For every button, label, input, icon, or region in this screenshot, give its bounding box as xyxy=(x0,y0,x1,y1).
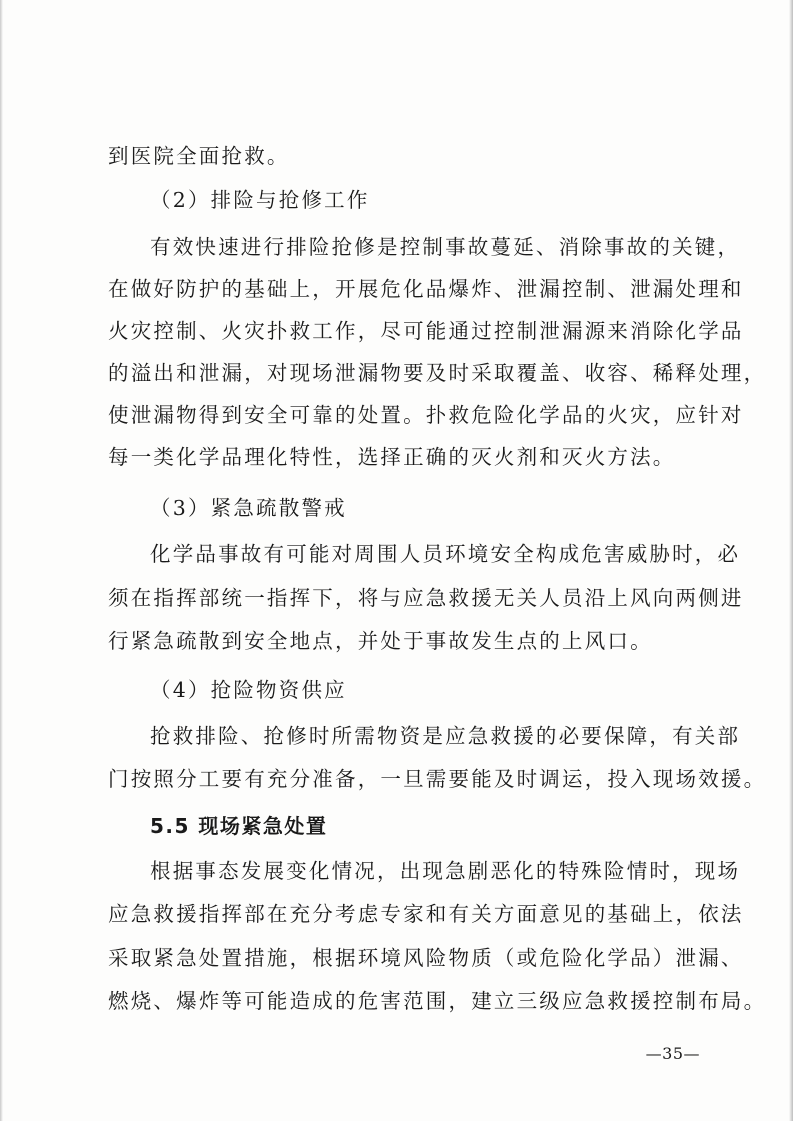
paragraph-line: 采取紧急处置措施，根据环境风险物质（或危险化学品）泄漏、 xyxy=(108,946,744,970)
paragraph-line: 到医院全面抢救。 xyxy=(108,144,290,168)
paragraph-line: 在做好防护的基础上，开展危化品爆炸、泄漏控制、泄漏处理和 xyxy=(108,277,744,301)
section-heading: （3）紧急疏散警戒 xyxy=(150,496,347,520)
section-heading-main: 5.5 现场紧急处置 xyxy=(150,814,328,838)
paragraph-line: 有效快速进行排险抢修是控制事故蔓延、消除事故的关键， xyxy=(150,235,741,259)
paragraph-line: 每一类化学品理化特性，选择正确的灭火剂和灭火方法。 xyxy=(108,445,676,469)
paragraph-line: 应急救援指挥部在充分考虑专家和有关方面意见的基础上，依法 xyxy=(108,902,744,926)
paragraph-line: 抢救排险、抢修时所需物资是应急救援的必要保障，有关部 xyxy=(150,724,741,748)
scan-edge-right xyxy=(789,0,793,1121)
paragraph-line: 根据事态发展变化情况，出现急剧恶化的特殊险情时，现场 xyxy=(150,859,741,883)
paragraph-line: 须在指挥部统一指挥下，将与应急救援无关人员沿上风向两侧进 xyxy=(108,586,744,610)
paragraph-line: 燃烧、爆炸等可能造成的危害范围，建立三级应急救援控制布局。 xyxy=(108,989,767,1013)
paragraph-line: 化学品事故有可能对周围人员环境安全构成危害威胁时，必 xyxy=(150,542,741,566)
section-heading: （2）排险与抢修工作 xyxy=(150,188,370,212)
page-number: —35— xyxy=(645,1044,700,1063)
paragraph-line: 火灾控制、火灾扑救工作，尽可能通过控制泄漏源来消除化学品 xyxy=(108,319,744,343)
paragraph-line: 的溢出和泄漏，对现场泄漏物要及时采取覆盖、收容、稀释处理， xyxy=(108,361,767,385)
scan-edge-left xyxy=(0,0,3,1121)
paragraph-line: 行紧急疏散到安全地点，并处于事故发生点的上风口。 xyxy=(108,629,653,653)
paragraph-line: 使泄漏物得到安全可靠的处置。扑救危险化学品的火灾，应针对 xyxy=(108,403,744,427)
paragraph-line: 门按照分工要有充分准备，一旦需要能及时调运，投入现场效援。 xyxy=(108,767,767,791)
section-heading: （4）抢险物资供应 xyxy=(150,678,347,702)
